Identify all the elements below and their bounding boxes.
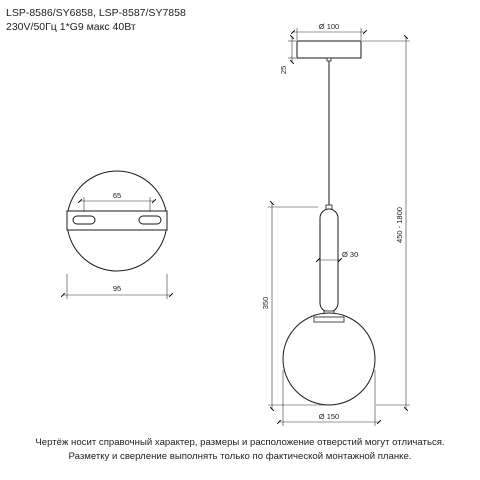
bracket-slot-right <box>139 216 161 224</box>
model-numbers: LSP-8586/SY6858, LSP-8587/SY7858 <box>6 7 186 19</box>
footer-note-line-2: Разметку и сверление выполнять только по фактической монтажной планке. <box>68 451 412 462</box>
bracket-slot-left <box>73 216 95 224</box>
label-globe-diameter: Ø 150 <box>318 412 340 421</box>
glass-globe <box>283 313 375 405</box>
pendant-side-view <box>261 22 410 426</box>
dimension-canopy-height <box>279 37 296 74</box>
label-body-height: 350 <box>261 296 270 310</box>
mounting-plate-view <box>63 171 171 299</box>
label-overall-height: 450 - 1800 <box>395 207 404 243</box>
globe-collar <box>314 317 344 322</box>
dimension-canopy-diameter <box>293 22 365 40</box>
label-tube-diameter: Ø 30 <box>342 250 359 259</box>
canopy <box>297 41 361 58</box>
tube-body <box>320 209 338 312</box>
electrical-specs: 230V/50Гц 1*G9 макс 40Вт <box>6 21 136 33</box>
label-canopy-height: 25 <box>279 65 288 75</box>
footer-notes <box>0 436 480 464</box>
label-plate-diameter: 95 <box>112 284 122 293</box>
label-canopy-diameter: Ø 100 <box>318 22 340 31</box>
label-plate-hole-spacing: 65 <box>112 191 122 200</box>
footer-note-line-1: Чертёж носит справочный характер, размеры и расположение отверстий могут отличаться. <box>35 437 445 448</box>
dimension-plate-diameter <box>63 274 171 299</box>
canopy-cap <box>327 58 331 61</box>
